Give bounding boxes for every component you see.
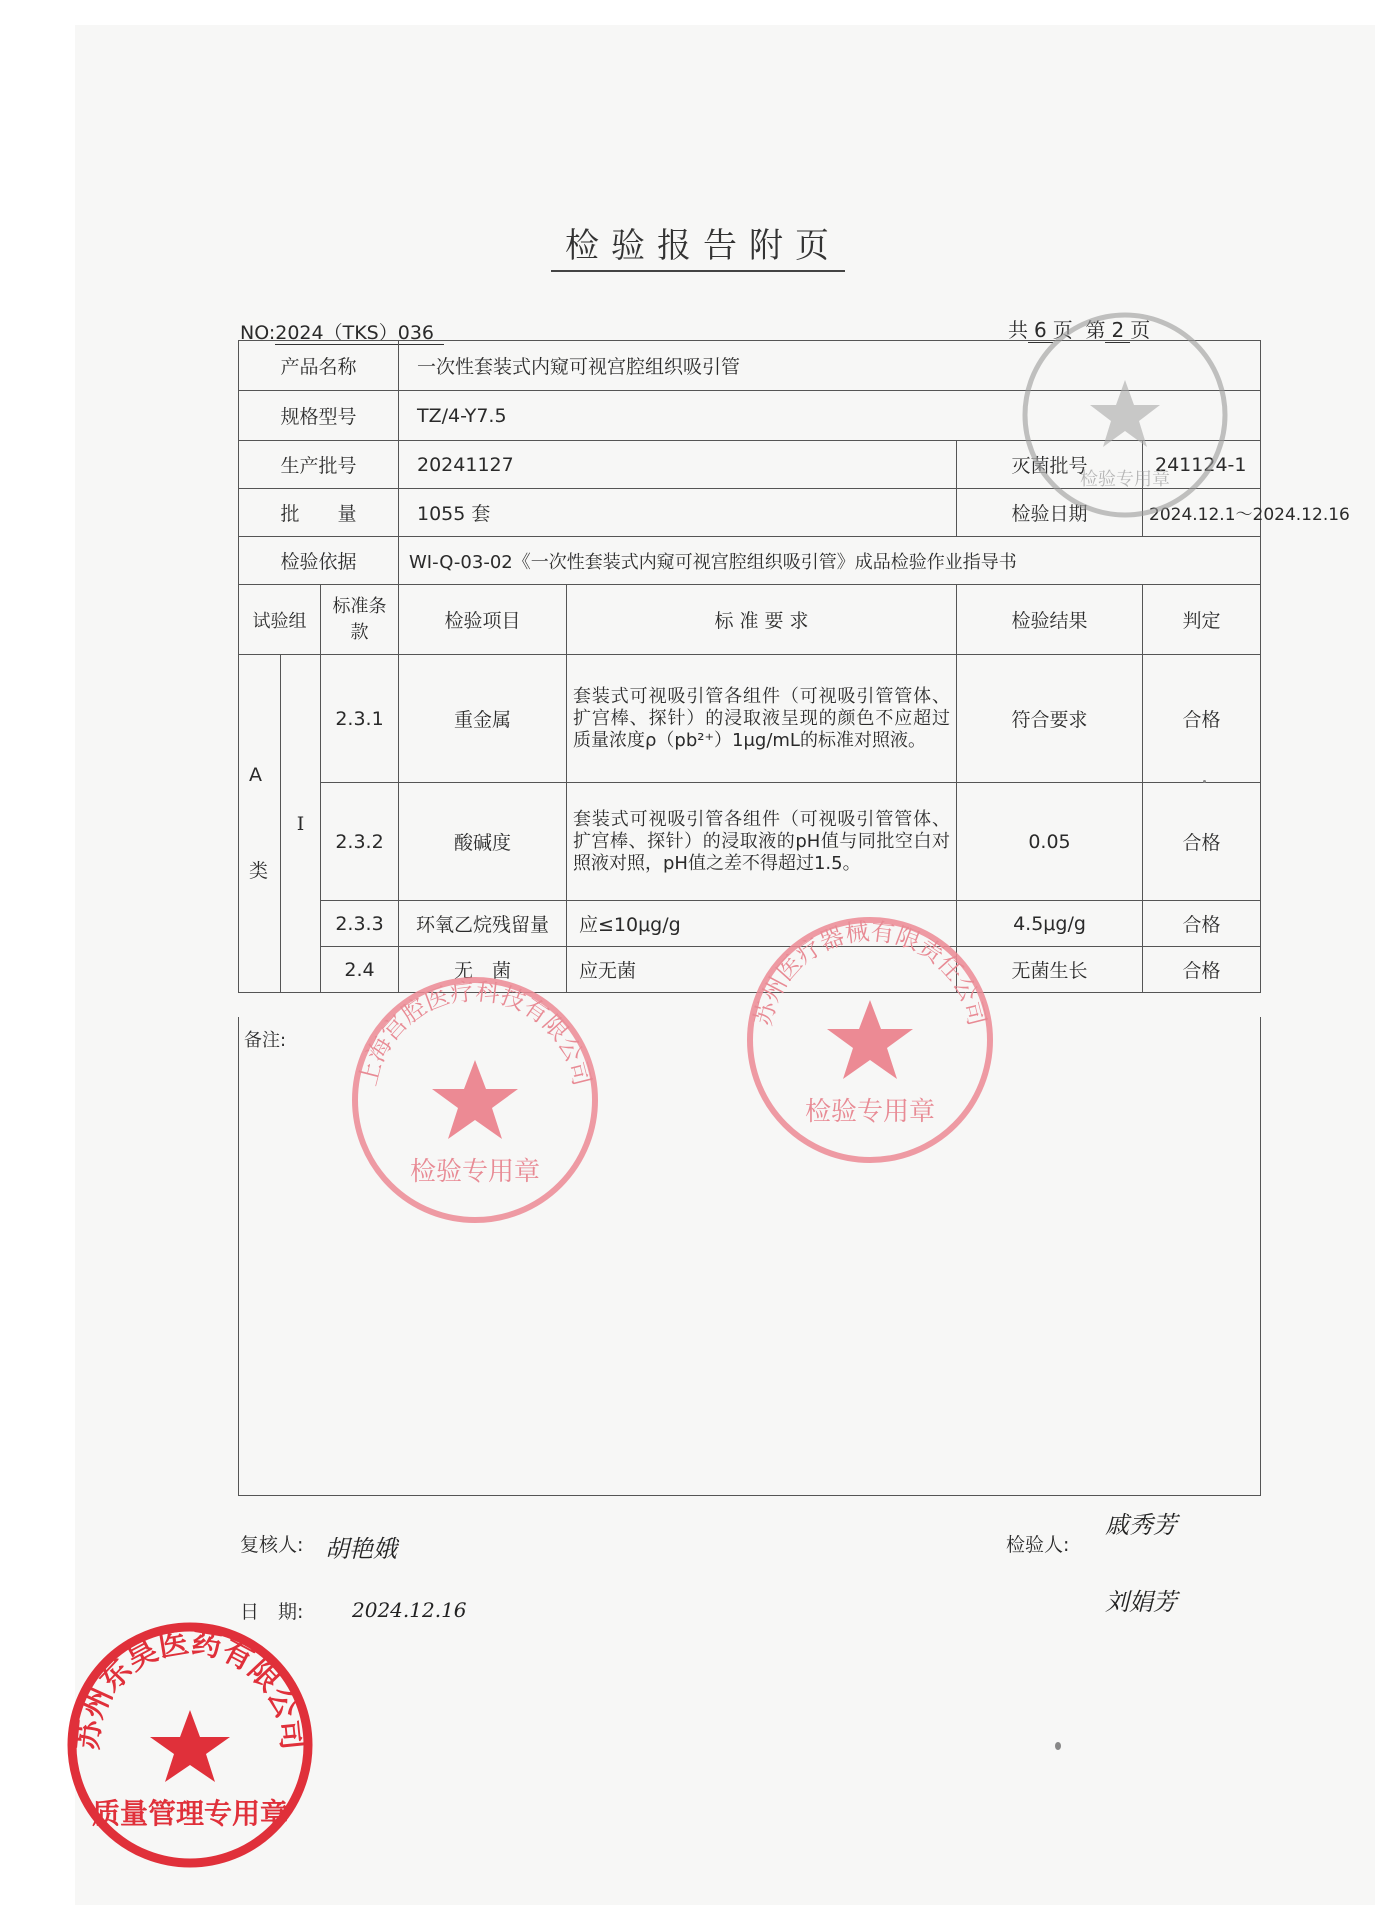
row-verdict: 合格 (1143, 947, 1261, 993)
page-title: 检验报告附页 (0, 218, 1396, 267)
product-name-label: 产品名称 (239, 341, 399, 391)
row-requirement: 应≤10μg/g (567, 901, 957, 947)
row-requirement: 套装式可视吸引管各组件（可视吸引管管体、扩宫棒、探针）的浸取液的pH值与同批空白对照液对照，pH值之差不得超过1.5。 (567, 783, 957, 901)
table-row (239, 655, 1261, 783)
mid-left-stamp (340, 965, 610, 1235)
group-letter: A (249, 764, 262, 786)
basis-value: WI-Q-03-02《一次性套装式内窥可视宫腔组织吸引管》成品检验作业指导书 (399, 537, 1261, 585)
subgroup-cell: I (281, 655, 321, 993)
batch-value: 20241127 (399, 441, 957, 489)
sterile-batch-label: 灭菌批号 (957, 441, 1143, 489)
mid-right-stamp (735, 905, 1005, 1175)
row-verdict: 合格 (1143, 901, 1261, 947)
product-name-value: 一次性套装式内窥可视宫腔组织吸引管 (399, 341, 1261, 391)
batch-label: 生产批号 (239, 441, 399, 489)
notes-label: 备注: (244, 1030, 287, 1051)
inspector-label: 检验人: (1006, 1534, 1070, 1556)
col-clause: 标准条款 (321, 585, 399, 655)
row-result: 符合要求 (957, 655, 1143, 783)
test-date-label: 检验日期 (957, 489, 1143, 537)
mid-left-stamp-text: 检验专用章 (409, 1157, 541, 1187)
reviewer-label: 复核人: (240, 1534, 304, 1556)
col-item: 检验项目 (399, 585, 567, 655)
date-handwritten: 2024.12.16 (352, 1598, 467, 1622)
row-verdict: 合格 (1143, 783, 1261, 901)
top-right-stamp-text: 检验专用章 (1080, 469, 1170, 490)
inspector-signature-2: 刘娟芳 (1105, 1588, 1177, 1616)
sterile-batch-value: 241124-1 (1143, 441, 1261, 489)
row-clause: 2.3.2 (321, 783, 399, 901)
row-clause: 2.3.1 (321, 655, 399, 783)
row-verdict: 合格 (1143, 655, 1261, 783)
table-header-row (239, 585, 1261, 655)
col-verdict: 判定 (1143, 585, 1261, 655)
speck (1055, 1742, 1061, 1750)
inspector-signature-1: 戚秀芳 (1105, 1511, 1177, 1539)
model-value: TZ/4-Y7.5 (399, 391, 1261, 441)
row-result: 4.5μg/g (957, 901, 1143, 947)
col-group: 试验组 (239, 585, 321, 655)
row-basis (239, 537, 1261, 585)
top-right-stamp (1010, 300, 1240, 530)
row-requirement: 应无菌 (567, 947, 957, 993)
row-requirement: 套装式可视吸引管各组件（可视吸引管管体、扩宫棒、探针）的浸取液呈现的颜色不应超过质量浓度ρ（pb²⁺）1μg/mL的标准对照液。 (567, 655, 957, 783)
row-item: 重金属 (399, 655, 567, 783)
row-result: 无菌生长 (957, 947, 1143, 993)
mid-left-stamp-arc: 上海宫腔医疗科技有限公司 (353, 977, 597, 1089)
row-item: 无 菌 (399, 947, 567, 993)
row-item: 环氧乙烷残留量 (399, 901, 567, 947)
col-result: 检验结果 (957, 585, 1143, 655)
row-clause: 2.3.3 (321, 901, 399, 947)
mid-right-stamp-arc: 苏州医疗器械有限责任公司 (748, 917, 992, 1029)
basis-label: 检验依据 (239, 537, 399, 585)
group-cell (239, 655, 281, 993)
quality-stamp-arc: 苏州东昊医药有限公司 (70, 1625, 310, 1752)
quantity-value: 1055 套 (399, 489, 957, 537)
test-date-value: 2024.12.1～2024.12.16 (1143, 489, 1261, 537)
row-clause: 2.4 (321, 947, 399, 993)
quality-stamp (60, 1615, 320, 1875)
report-number: NO:2024（TKS）036 (240, 318, 444, 345)
model-label: 规格型号 (239, 391, 399, 441)
date-label: 日 期: (240, 1601, 304, 1623)
quality-stamp-text: 质量管理专用章 (91, 1797, 289, 1830)
col-requirement: 标 准 要 求 (567, 585, 957, 655)
quantity-label: 批 量 (239, 489, 399, 537)
reviewer-signature: 胡艳娥 (325, 1535, 397, 1563)
page-indicator: 共 6 页 第 2 页 (1008, 318, 1151, 342)
row-result: 0.05 (957, 783, 1143, 901)
group-word: 类 (249, 860, 269, 882)
table-row (239, 783, 1261, 901)
speck (1203, 780, 1206, 783)
row-item: 酸碱度 (399, 783, 567, 901)
mid-right-stamp-text: 检验专用章 (804, 1097, 936, 1127)
